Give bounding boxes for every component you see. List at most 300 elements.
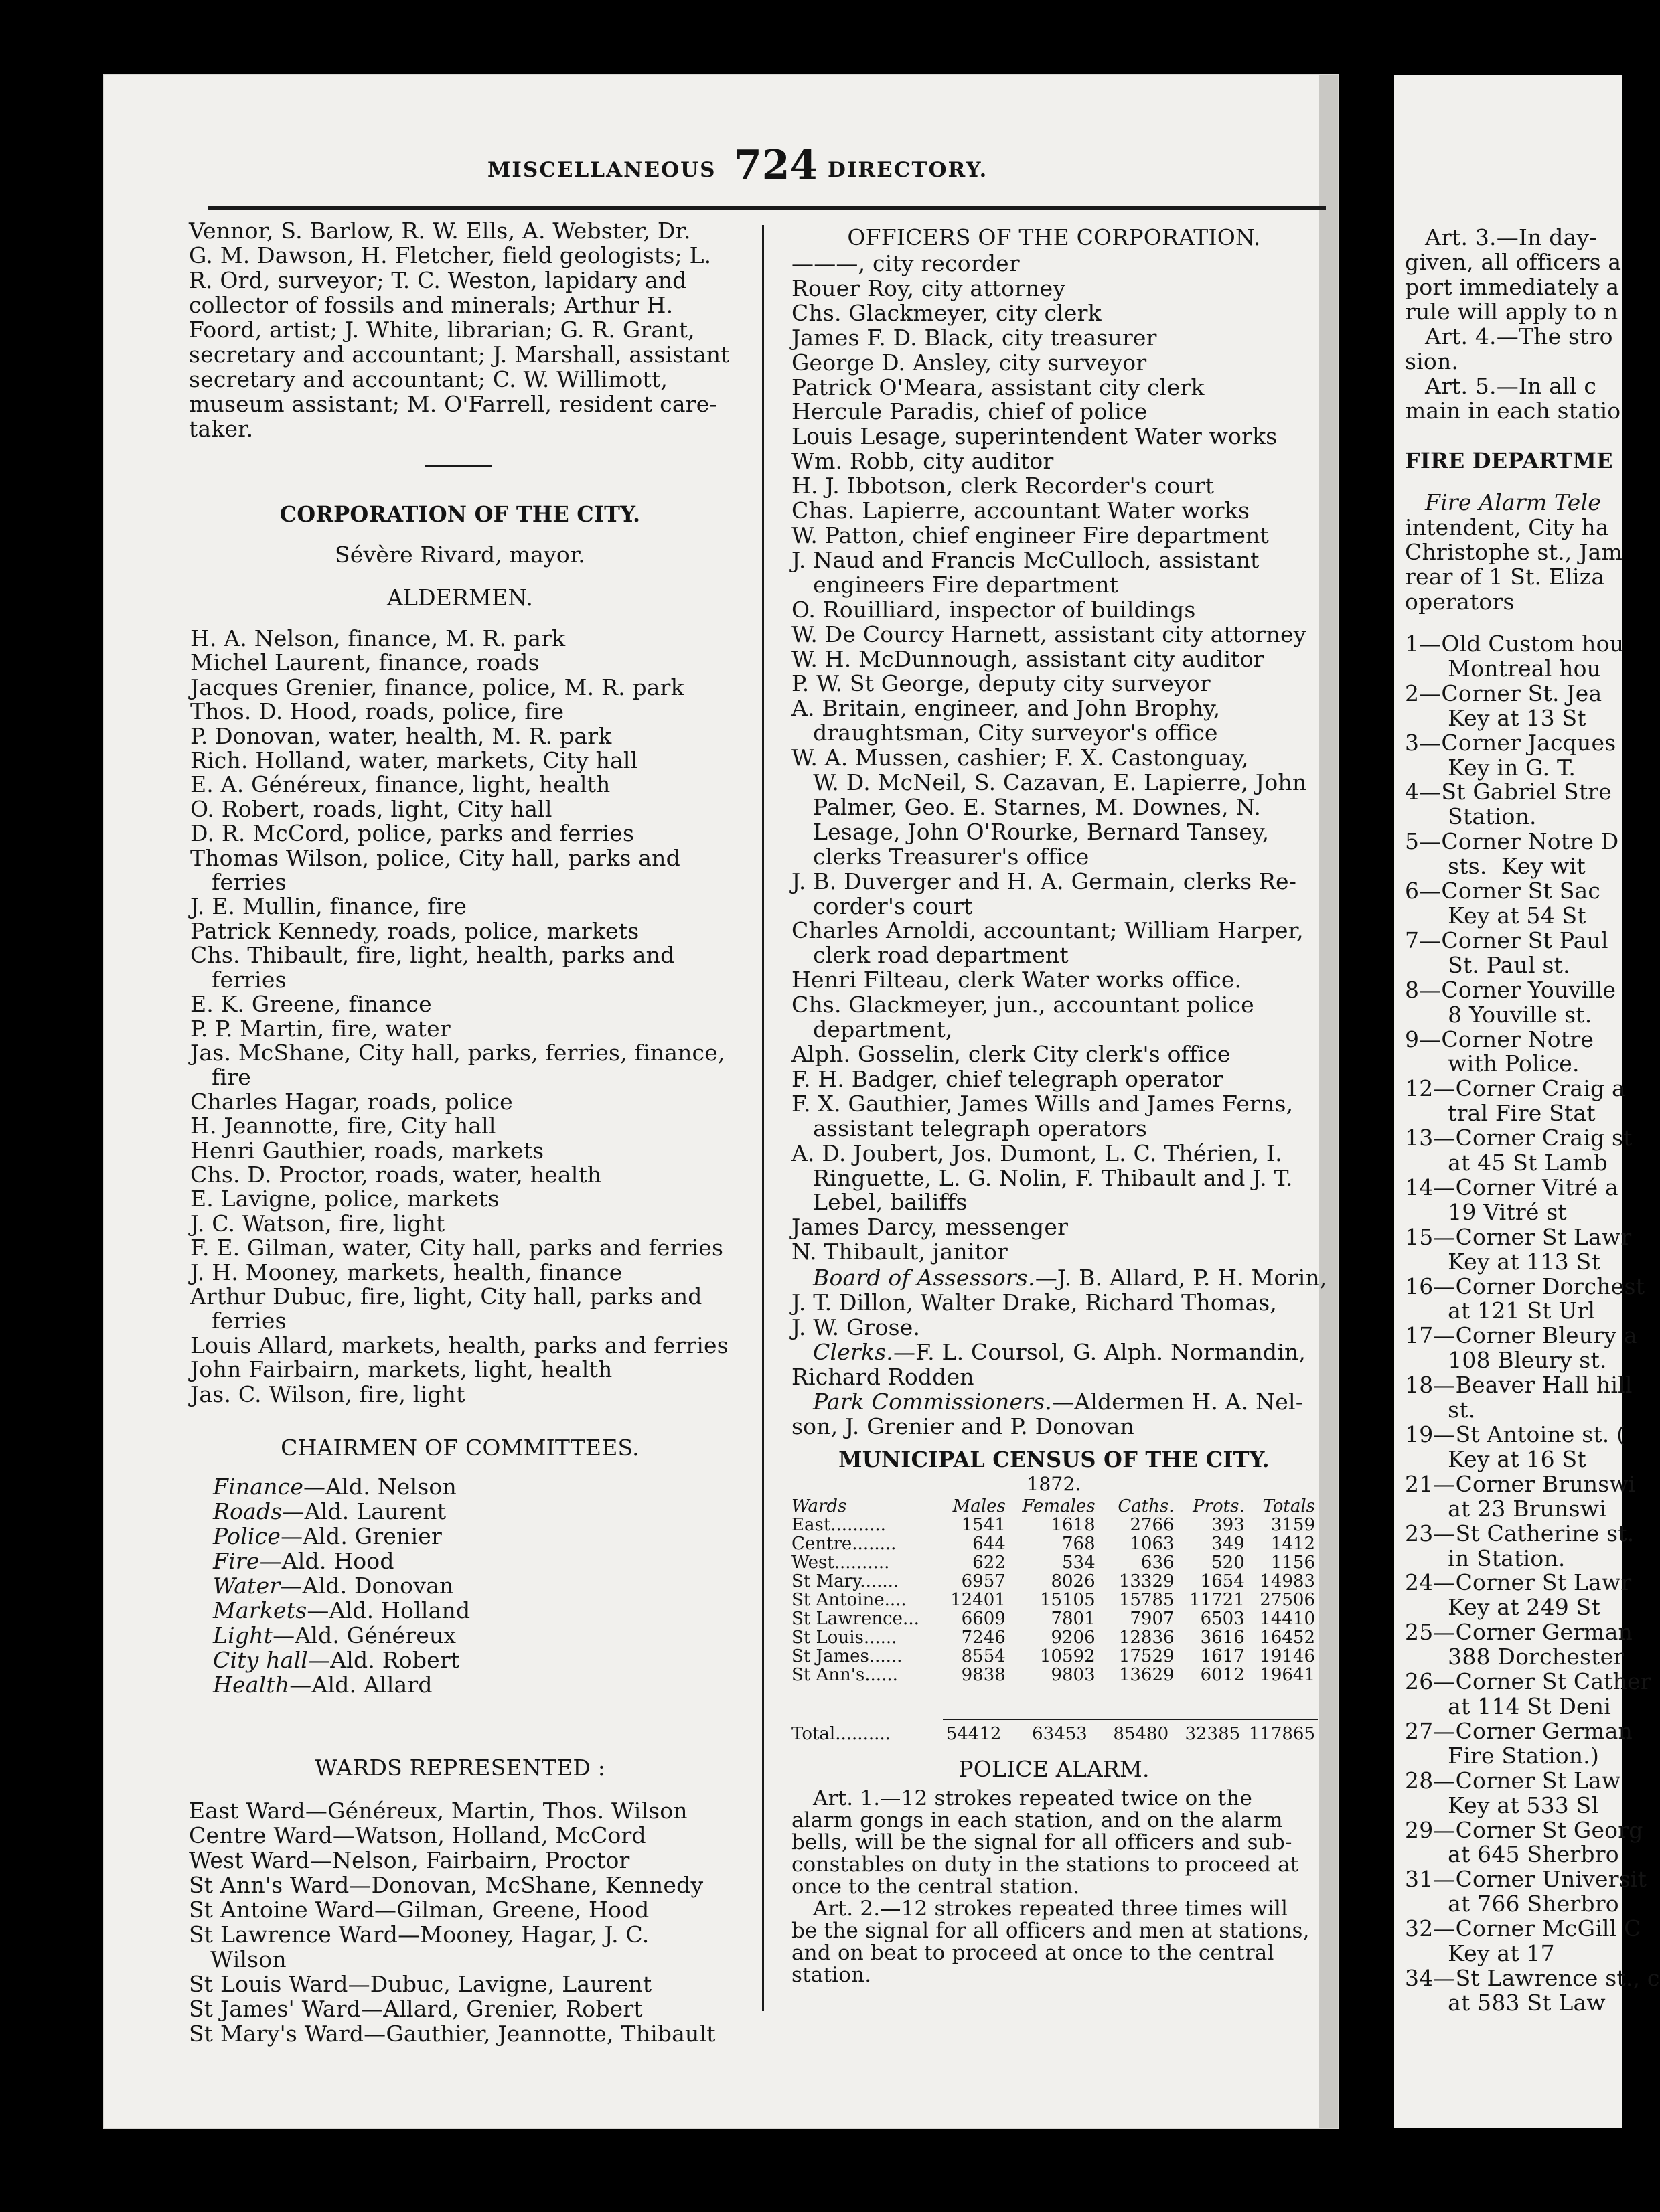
officer-entry: Henri Filteau, clerk Water works office. <box>791 967 1242 994</box>
police-alarm-line: constables on duty in the stations to proceed at <box>791 1852 1299 1877</box>
officers-list <box>791 252 1306 1265</box>
census-total-value: 85480 <box>1113 1724 1169 1744</box>
chairmen-heading: CHAIRMEN OF COMMITTEES. <box>281 1435 639 1461</box>
next-page-line: given, all officers a <box>1405 249 1622 275</box>
census-value: 10592 <box>1039 1646 1096 1666</box>
census-ward: St Lawrence... <box>791 1609 919 1629</box>
officer-entry: P. W. St George, deputy city surveyor <box>791 670 1211 697</box>
committee-name: Fire <box>213 1548 260 1574</box>
fire-box-entry: 16—Corner Dorchest <box>1405 1273 1645 1299</box>
board-continuation: J. W. Grose. <box>791 1314 921 1340</box>
census-value: 27506 <box>1260 1590 1315 1610</box>
committee-name: Health <box>213 1672 290 1698</box>
alderman-entry: Charles Hagar, roads, police <box>190 1088 513 1115</box>
alderman-entry: Thomas Wilson, police, City hall, parks and <box>190 844 680 871</box>
chairman-entry <box>213 1623 470 1648</box>
census-value: 15785 <box>1118 1590 1175 1610</box>
fire-box-entry: 26—Corner St Cather <box>1405 1668 1651 1695</box>
census-year: 1872. <box>1027 1473 1081 1495</box>
chairman-name: —Ald. Nelson <box>303 1474 457 1500</box>
census-value: 644 <box>972 1534 1006 1554</box>
officer-entry: Lebel, bailiffs <box>791 1189 968 1216</box>
chairman-entry <box>213 1672 470 1697</box>
officer-entry: H. J. Ibbotson, clerk Recorder's court <box>791 473 1215 499</box>
alderman-entry: P. Donovan, water, health, M. R. park <box>190 722 612 749</box>
census-value: 6609 <box>961 1609 1006 1629</box>
census-row <box>791 1516 1319 1534</box>
census-value: 1654 <box>1200 1571 1245 1591</box>
alderman-entry: fire <box>190 1064 251 1091</box>
ward-entry: St Ann's Ward—Donovan, McShane, Kennedy <box>189 1872 704 1898</box>
police-alarm-line: be the signal for all officers and men at stations, <box>791 1919 1310 1943</box>
census-value: 7907 <box>1130 1609 1175 1629</box>
board-label: Clerks. <box>813 1339 893 1365</box>
alderman-entry: ferries <box>190 869 287 896</box>
census-total-value: 63453 <box>1032 1724 1087 1744</box>
fire-box-entry: 8—Corner Youville <box>1405 976 1616 1003</box>
census-value: 8554 <box>961 1646 1006 1666</box>
board-text: —F. L. Coursol, G. Alph. Normandin, <box>893 1339 1306 1365</box>
committee-name: Markets <box>213 1597 307 1624</box>
officer-entry: George D. Ansley, city surveyor <box>791 349 1147 376</box>
census-table <box>791 1497 1319 1684</box>
officer-entry: department, <box>791 1016 953 1043</box>
alderman-entry: J. H. Mooney, markets, health, finance <box>190 1259 623 1285</box>
alderman-entry: D. R. McCord, police, parks and ferries <box>190 820 635 847</box>
fire-box-entry: 19 Vitré st <box>1405 1198 1567 1225</box>
aldermen-list <box>190 627 729 1407</box>
census-value: 13329 <box>1118 1571 1175 1591</box>
chairman-entry <box>213 1524 470 1549</box>
officer-entry: Charles Arnoldi, accountant; William Harper, <box>791 917 1304 944</box>
wards-heading: WARDS REPRESENTED : <box>314 1755 606 1781</box>
census-header-cell: Totals <box>1262 1496 1315 1516</box>
census-value: 6012 <box>1200 1665 1245 1685</box>
intro-line: taker. <box>189 416 254 442</box>
fire-box-entry: Key in G. T. <box>1405 754 1576 781</box>
board-text: —J. B. Allard, P. H. Morin, <box>1035 1265 1327 1291</box>
officer-entry: James F. D. Black, city treasurer <box>791 324 1157 351</box>
police-alarm-line: and on beat to proceed at once to the central <box>791 1941 1274 1965</box>
officer-entry: Palmer, Geo. E. Starnes, M. Downes, N. <box>791 793 1262 820</box>
police-alarm-text <box>791 1788 1310 1986</box>
census-total-value: 54412 <box>946 1724 1002 1744</box>
officer-entry: W. H. McDunnough, assistant city auditor <box>791 645 1264 672</box>
officer-entry: J. B. Duverger and H. A. Germain, clerks Re- <box>791 868 1297 894</box>
alderman-entry: Jas. C. Wilson, fire, light <box>190 1380 465 1407</box>
aldermen-heading: ALDERMEN. <box>386 584 534 611</box>
fire-box-entry: at 121 St Url <box>1405 1297 1596 1324</box>
committee-name: Light <box>213 1622 273 1648</box>
fire-intro-line: rear of 1 St. Eliza <box>1405 564 1605 590</box>
ward-entry: Wilson <box>189 1946 287 1972</box>
officer-entry: A. D. Joubert, Jos. Dumont, L. C. Thérien, I. <box>791 1139 1282 1166</box>
fire-box-entry: 5—Corner Notre D <box>1405 828 1619 855</box>
officer-entry: W. De Courcy Harnett, assistant city attorney <box>791 621 1306 647</box>
officer-entry: Wm. Robb, city auditor <box>791 448 1054 475</box>
alderman-entry: P. P. Martin, fire, water <box>190 1015 451 1042</box>
fire-box-entry: 1—Old Custom hou <box>1405 631 1625 657</box>
census-value: 622 <box>972 1553 1006 1573</box>
fire-box-entry: 29—Corner St Georg <box>1405 1816 1643 1843</box>
next-page-line: Art. 3.—In day- <box>1425 224 1597 250</box>
corporation-title: CORPORATION OF THE CITY. <box>279 501 641 527</box>
census-value: 1412 <box>1270 1534 1315 1554</box>
mayor: Sévère Rivard, mayor. <box>334 542 586 568</box>
officer-entry: Lesage, John O'Rourke, Bernard Tansey, <box>791 818 1270 845</box>
alderman-entry: ferries <box>190 966 287 993</box>
census-row <box>791 1572 1319 1591</box>
chairman-entry <box>213 1549 470 1573</box>
intro-line: Foord, artist; J. White, librarian; G. R. Grant, <box>189 317 695 343</box>
census-value: 9206 <box>1051 1628 1096 1648</box>
census-header-cell: Caths. <box>1118 1496 1175 1516</box>
chairman-name: —Ald. Allard <box>289 1672 433 1698</box>
census-value: 768 <box>1061 1534 1096 1554</box>
board-text: —Aldermen H. A. Nel- <box>1052 1389 1304 1415</box>
intro-line: R. Ord, surveyor; T. C. Weston, lapidary and <box>189 267 687 293</box>
census-value: 7801 <box>1051 1609 1096 1629</box>
census-total-value: 117865 <box>1248 1724 1315 1744</box>
census-total-rule <box>943 1719 1318 1720</box>
fire-intro-line: Christophe st., Jam <box>1405 539 1623 565</box>
fire-intro-line: operators <box>1405 588 1515 615</box>
alderman-entry: H. Jeannotte, fire, City hall <box>190 1113 496 1139</box>
next-page-line: sion. <box>1405 348 1459 374</box>
alderman-entry: Chs. Thibault, fire, light, health, parks and <box>190 942 675 969</box>
fire-box-entry: 24—Corner St Lawr <box>1405 1569 1632 1596</box>
intro-paragraph <box>189 218 731 441</box>
next-page-line: rule will apply to n <box>1405 299 1618 325</box>
column-divider <box>762 225 764 2011</box>
board-entry <box>791 1265 1327 1290</box>
intro-line: secretary and accountant; J. Marshall, assistant <box>189 341 730 368</box>
census-header-cell: Prots. <box>1193 1496 1245 1516</box>
alderman-entry: O. Robert, roads, light, City hall <box>190 795 552 822</box>
fire-department-heading: FIRE DEPARTME <box>1405 448 1613 473</box>
header-rule <box>208 206 1326 210</box>
census-value: 534 <box>1061 1553 1096 1573</box>
census-value: 1541 <box>961 1515 1006 1535</box>
fire-box-entry: 15—Corner St Lawr <box>1405 1223 1632 1250</box>
officer-entry: O. Rouilliard, inspector of buildings <box>791 596 1196 623</box>
board-label: Board of Assessors. <box>813 1265 1035 1291</box>
census-total-value: 32385 <box>1185 1724 1241 1744</box>
alderman-entry: Chs. D. Proctor, roads, water, health <box>190 1161 602 1188</box>
census-row <box>791 1534 1319 1553</box>
alderman-entry: F. E. Gilman, water, City hall, parks and ferries <box>190 1235 724 1261</box>
census-value: 8026 <box>1051 1571 1096 1591</box>
officer-entry: clerk road department <box>791 942 1069 969</box>
officer-entry: corder's court <box>791 892 973 919</box>
left-column <box>189 218 731 2047</box>
alderman-entry: E. A. Généreux, finance, light, health <box>190 771 611 798</box>
fire-box-entry: 14—Corner Vitré a <box>1405 1174 1618 1200</box>
committee-name: Police <box>213 1523 281 1549</box>
census-value: 12836 <box>1118 1628 1175 1648</box>
census-value: 7246 <box>961 1628 1006 1648</box>
chairman-entry <box>213 1573 470 1598</box>
census-value: 19641 <box>1260 1665 1315 1685</box>
fire-box-entry: Key at 249 St <box>1405 1594 1600 1621</box>
census-value: 393 <box>1211 1515 1245 1535</box>
chairman-name: —Ald. Hood <box>259 1548 394 1574</box>
ward-entry: East Ward—Généreux, Martin, Thos. Wilson <box>189 1798 688 1824</box>
section-divider <box>425 465 492 467</box>
census-ward: St Louis...... <box>791 1628 897 1648</box>
census-value: 1063 <box>1130 1534 1175 1554</box>
fire-box-entry: St. Paul st. <box>1405 951 1570 978</box>
fire-box-entry: 8 Youville st. <box>1405 1001 1592 1028</box>
ward-entry: St Antoine Ward—Gilman, Greene, Hood <box>189 1897 650 1923</box>
fire-box-entry: 6—Corner St Sac <box>1405 878 1601 904</box>
fire-box-entry: 17—Corner Bleury a <box>1405 1322 1637 1349</box>
intro-line: collector of fossils and minerals; Arthur H. <box>189 292 674 318</box>
fire-box-entry: 19—St Antoine st. ( <box>1405 1421 1626 1447</box>
fire-box-entry: 28—Corner St Law <box>1405 1767 1621 1794</box>
alderman-entry: Henri Gauthier, roads, markets <box>190 1137 544 1164</box>
census-ward: St Mary....... <box>791 1571 899 1591</box>
officer-entry: Chs. Glackmeyer, jun., accountant police <box>791 992 1254 1018</box>
intro-line: G. M. Dawson, H. Fletcher, field geologists; L. <box>189 242 712 268</box>
police-alarm-line: alarm gongs in each station, and on the alarm <box>791 1808 1283 1832</box>
page-edge-shadow <box>1319 75 1338 2128</box>
fire-box-entry: with Police. <box>1405 1050 1580 1077</box>
census-body <box>791 1516 1319 1684</box>
census-value: 636 <box>1140 1553 1175 1573</box>
police-alarm-line: Art. 1.—12 strokes repeated twice on the <box>813 1786 1253 1810</box>
fire-box-entry: at 766 Sherbro <box>1405 1891 1619 1917</box>
next-page-articles <box>1405 224 1622 424</box>
fire-box-entry: Key at 54 St <box>1405 902 1586 929</box>
chairmen-list <box>213 1474 470 1697</box>
census-row <box>791 1609 1319 1628</box>
fire-box-entry: st. <box>1405 1397 1476 1423</box>
census-value: 349 <box>1211 1534 1245 1554</box>
header-right: DIRECTORY. <box>828 158 988 182</box>
fire-box-entry: 388 Dorchester <box>1405 1644 1625 1670</box>
census-row <box>791 1591 1319 1609</box>
boards-list <box>791 1265 1327 1439</box>
committee-name: Water <box>213 1573 281 1599</box>
intro-line: Vennor, S. Barlow, R. W. Ells, A. Webster, Dr. <box>189 218 691 244</box>
census-total-label: Total.......... <box>791 1724 891 1744</box>
census-ward: St James...... <box>791 1646 903 1666</box>
board-label: Park Commissioners. <box>813 1389 1052 1415</box>
fire-box-entry: 31—Corner Universit <box>1405 1866 1647 1893</box>
fire-alarm-boxes <box>1405 632 1660 2016</box>
fire-intro-line: intendent, City ha <box>1405 514 1609 540</box>
fire-box-entry: 18—Beaver Hall hill <box>1405 1372 1633 1399</box>
census-value: 520 <box>1211 1553 1245 1573</box>
ward-entry: St Lawrence Ward—Mooney, Hagar, J. C. <box>189 1921 650 1948</box>
census-ward: West.......... <box>791 1553 890 1573</box>
fire-box-entry: at 45 St Lamb <box>1405 1150 1608 1176</box>
alderman-entry: J. C. Watson, fire, light <box>190 1210 445 1237</box>
alderman-entry: ferries <box>190 1308 287 1334</box>
police-alarm-line: station. <box>791 1963 872 1987</box>
intro-line: museum assistant; M. O'Farrell, resident care- <box>189 391 717 417</box>
alderman-entry: J. E. Mullin, finance, fire <box>190 893 467 920</box>
fire-box-entry: 12—Corner Craig a <box>1405 1075 1625 1102</box>
alderman-entry: Jacques Grenier, finance, police, M. R. park <box>190 674 684 700</box>
census-ward: East.......... <box>791 1515 886 1535</box>
census-row <box>791 1628 1319 1647</box>
census-value: 13629 <box>1118 1665 1175 1685</box>
census-ward: St Ann's...... <box>791 1665 898 1685</box>
census-value: 9838 <box>961 1665 1006 1685</box>
fire-box-entry: Key at 16 St <box>1405 1445 1586 1472</box>
fire-box-entry: Montreal hou <box>1405 655 1602 682</box>
census-value: 15105 <box>1039 1590 1096 1610</box>
fire-box-entry: Key at 13 St <box>1405 704 1586 731</box>
chairman-entry <box>213 1499 470 1524</box>
census-value: 1618 <box>1051 1515 1096 1535</box>
next-page-line: port immediately a <box>1405 274 1620 300</box>
officer-entry: Chs. Glackmeyer, city clerk <box>791 299 1102 326</box>
alderman-entry: Rich. Holland, water, markets, City hall <box>190 747 638 774</box>
census-value: 1156 <box>1270 1553 1315 1573</box>
fire-alarm-intro <box>1405 490 1623 614</box>
census-title: MUNICIPAL CENSUS OF THE CITY. <box>838 1447 1270 1472</box>
fire-box-entry: 21—Corner Brunswi <box>1405 1470 1636 1497</box>
census-row <box>791 1666 1319 1684</box>
officer-entry: F. X. Gauthier, James Wills and James Ferns, <box>791 1090 1294 1117</box>
chairman-name: —Ald. Donovan <box>280 1573 454 1599</box>
police-alarm-heading: POLICE ALARM. <box>958 1756 1150 1782</box>
officer-entry: draughtsman, City surveyor's office <box>791 720 1218 746</box>
fire-box-entry: 7—Corner St Paul <box>1405 927 1608 953</box>
census-value: 19146 <box>1260 1646 1315 1666</box>
fire-box-entry: 23—St Catherine st. <box>1405 1520 1635 1547</box>
officer-entry: W. A. Mussen, cashier; F. X. Castonguay, <box>791 744 1249 771</box>
page-number: 724 <box>734 142 818 189</box>
census-value: 3616 <box>1200 1628 1245 1648</box>
census-value: 17529 <box>1118 1646 1175 1666</box>
officer-entry: assistant telegraph operators <box>791 1115 1147 1141</box>
alderman-entry: Jas. McShane, City hall, parks, ferries, finance, <box>190 1039 725 1066</box>
fire-box-entry: 108 Bleury st. <box>1405 1347 1607 1374</box>
alderman-entry: H. A. Nelson, finance, M. R. park <box>190 625 566 651</box>
alderman-entry: Arthur Dubuc, fire, light, City hall, parks and <box>190 1283 702 1310</box>
fire-box-entry: 13—Corner Craig st <box>1405 1125 1633 1152</box>
fire-box-entry: 3—Corner Jacques <box>1405 729 1616 756</box>
officer-entry: W. Patton, chief engineer Fire department <box>791 522 1269 548</box>
officer-entry: Alph. Gosselin, clerk City clerk's office <box>791 1041 1231 1067</box>
chairman-entry <box>213 1648 470 1672</box>
ward-entry: St Mary's Ward—Gauthier, Jeannotte, Thibault <box>189 2021 716 2047</box>
fire-box-entry: at 23 Brunswi <box>1405 1495 1606 1522</box>
fire-box-entry: tral Fire Stat <box>1405 1100 1596 1127</box>
officer-entry: Louis Lesage, superintendent Water works <box>791 423 1278 450</box>
census-value: 2766 <box>1130 1515 1175 1535</box>
fire-box-entry: at 645 Sherbro <box>1405 1841 1619 1868</box>
officer-entry: Ringuette, L. G. Nolin, F. Thibault and J. T. <box>791 1164 1293 1191</box>
officer-entry: F. H. Badger, chief telegraph operator <box>791 1065 1223 1092</box>
committee-name: Roads <box>213 1498 283 1524</box>
wards-list <box>189 1798 716 2046</box>
officer-entry: W. D. McNeil, S. Cazavan, E. Lapierre, John <box>791 769 1307 796</box>
fire-box-entry: Key at 113 St <box>1405 1248 1600 1275</box>
census-header-cell: Males <box>952 1496 1006 1516</box>
ward-entry: St Louis Ward—Dubuc, Lavigne, Laurent <box>189 1971 652 1997</box>
officer-entry: Hercule Paradis, chief of police <box>791 398 1148 425</box>
officer-entry: A. Britain, engineer, and John Brophy, <box>791 695 1221 722</box>
board-continuation: son, J. Grenier and P. Donovan <box>791 1413 1135 1439</box>
census-header-cell: Females <box>1022 1496 1096 1516</box>
fire-box-entry: 9—Corner Notre <box>1405 1026 1594 1052</box>
next-page-line: Art. 5.—In all c <box>1425 373 1597 399</box>
alderman-entry: Thos. D. Hood, roads, police, fire <box>190 698 564 725</box>
census-header-cell: Wards <box>791 1496 847 1516</box>
census-value: 12401 <box>950 1590 1006 1610</box>
ward-entry: Centre Ward—Watson, Holland, McCord <box>189 1822 646 1848</box>
fire-box-entry: 27—Corner German <box>1405 1717 1633 1744</box>
census-value: 14983 <box>1260 1571 1315 1591</box>
officer-entry: Rouer Roy, city attorney <box>791 274 1066 301</box>
fire-box-entry: at 114 St Deni <box>1405 1692 1611 1719</box>
officer-entry: Patrick O'Meara, assistant city clerk <box>791 374 1205 400</box>
officer-entry: James Darcy, messenger <box>791 1214 1069 1241</box>
police-alarm-line: bells, will be the signal for all officers and sub- <box>791 1830 1292 1854</box>
alderman-entry: E. K. Greene, finance <box>190 991 432 1018</box>
census-value: 1617 <box>1200 1646 1245 1666</box>
board-entry <box>791 1340 1327 1364</box>
chairman-name: —Ald. Généreux <box>273 1622 457 1648</box>
next-page-line: main in each statio <box>1405 398 1621 424</box>
committee-name: Finance <box>213 1474 304 1500</box>
officer-entry: J. Naud and Francis McCulloch, assistant <box>791 546 1260 573</box>
census-value: 14410 <box>1260 1609 1315 1629</box>
officer-entry: clerks Treasurer's office <box>791 843 1089 870</box>
officer-entry: ———, city recorder <box>791 250 1020 276</box>
chairman-name: —Ald. Laurent <box>282 1498 447 1524</box>
census-header-row <box>791 1497 1319 1516</box>
census-row <box>791 1553 1319 1572</box>
officer-entry: N. Thibault, janitor <box>791 1239 1008 1265</box>
fire-box-entry: 34—St Lawrence st., c <box>1405 1964 1660 1991</box>
alderman-entry: Michel Laurent, finance, roads <box>190 649 540 676</box>
committee-name: City hall <box>213 1647 309 1673</box>
ward-entry: St James' Ward—Allard, Grenier, Robert <box>189 1996 643 2022</box>
census-value: 6957 <box>961 1571 1006 1591</box>
officers-heading: OFFICERS OF THE CORPORATION. <box>847 224 1261 250</box>
census-value: 11721 <box>1189 1590 1245 1610</box>
alderman-entry: Patrick Kennedy, roads, police, markets <box>190 917 639 944</box>
chairman-entry <box>213 1598 470 1623</box>
police-alarm-line: once to the central station. <box>791 1875 1080 1899</box>
fire-box-entry: 25—Corner German <box>1405 1619 1633 1646</box>
chairman-entry <box>213 1474 470 1499</box>
fire-box-entry: at 583 St Law <box>1405 1989 1606 2016</box>
census-value: 6503 <box>1200 1609 1245 1629</box>
fire-intro-line: Fire Alarm Tele <box>1425 489 1601 516</box>
census-total-table <box>791 1725 1319 1743</box>
header-left: MISCELLANEOUS <box>487 158 716 182</box>
census-value: 3159 <box>1270 1515 1315 1535</box>
fire-box-entry: Key at 17 <box>1405 1940 1555 1967</box>
census-total-row <box>791 1725 1319 1743</box>
board-entry <box>791 1389 1327 1414</box>
board-continuation: Richard Rodden <box>791 1364 974 1390</box>
officer-entry: engineers Fire department <box>791 571 1119 598</box>
police-alarm-line: Art. 2.—12 strokes repeated three times will <box>813 1897 1288 1921</box>
fire-box-entry: 32—Corner McGill C <box>1405 1915 1641 1942</box>
next-page-line: Art. 4.—The stro <box>1425 323 1613 349</box>
intro-line: secretary and accountant; C. W. Willimott, <box>189 366 668 392</box>
alderman-entry: John Fairbairn, markets, light, health <box>190 1356 613 1383</box>
fire-box-entry: Fire Station.) <box>1405 1742 1600 1769</box>
